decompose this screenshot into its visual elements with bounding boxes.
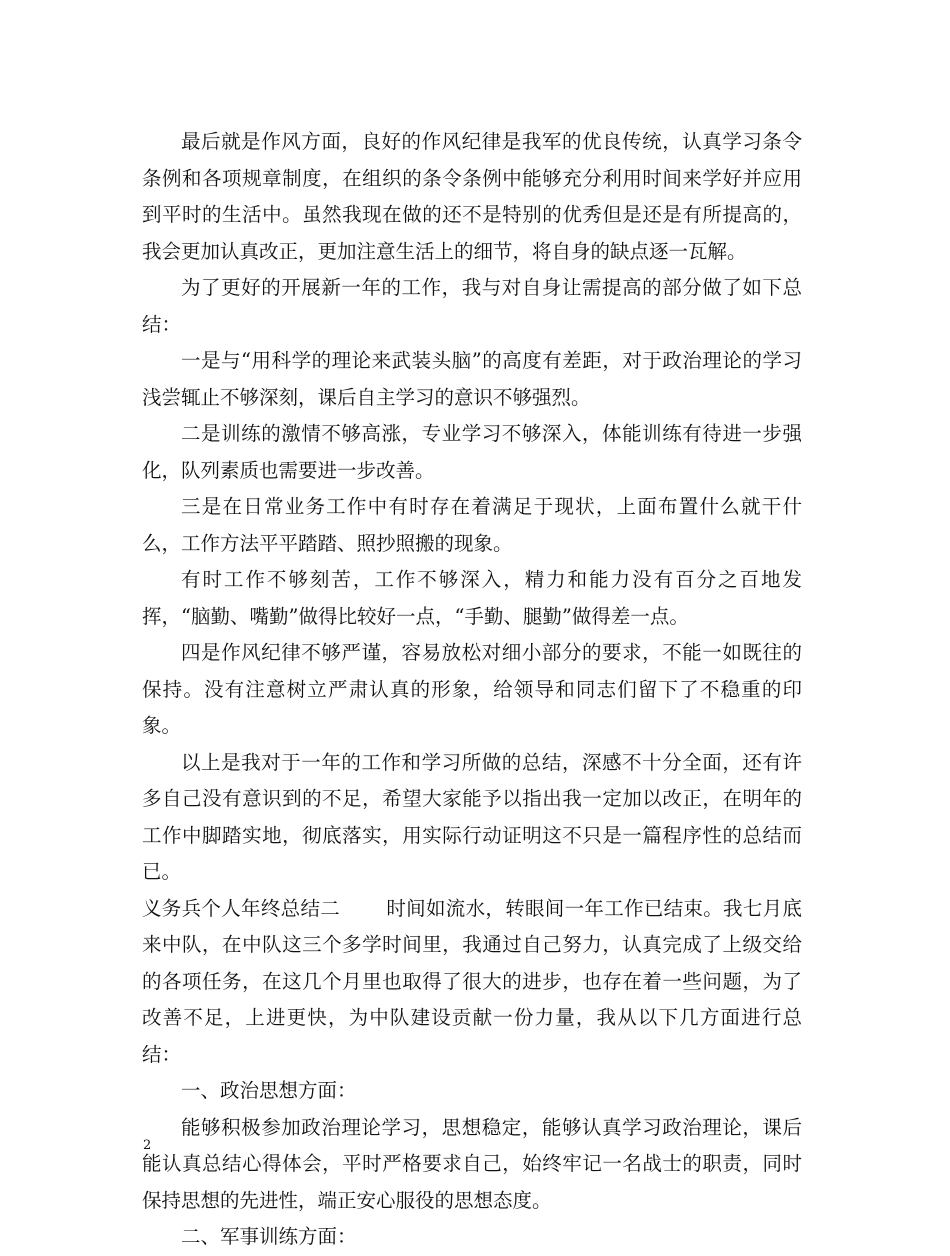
paragraph-political: 能够积极参加政治理论学习，思想稳定，能够认真学习政治理论，课后能认真总结心得体会，平时严格要求自己，始终牢记一名战士的职责，同时保持思想的先进性，端正安心服役的思想态度。 [142,1115,802,1212]
section-title: 义务兵个人年终总结二 [142,896,341,920]
paragraph-point-four: 四是作风纪律不够严谨，容易放松对细小部分的要求，不能一如既往的保持。没有注意树立严肃认真的形象，给领导和同志们留下了不稳重的印象。 [142,641,802,737]
paragraph-work-style: 最后就是作风方面，良好的作风纪律是我军的优良传统，认真学习条令条例和各项规章制度，在组织的条令条例中能够充分利用时间来学好并应用到平时的生活中。虽然我现在做的还不是特别的优秀但是还是有所提高的，我会更加认真改正，更加注意生活上的细节，将自身的缺点逐一瓦解。 [142,130,802,263]
paragraph-conclusion: 以上是我对于一年的工作和学习所做的总结，深感不十分全面，还有许多自己没有意识到的不足，希望大家能予以指出我一定加以改正，在明年的工作中脚踏实地，彻底落实，用实际行动证明这不只是一篇程序性的总结而已。 [142,750,802,883]
page-number: 2 [143,1138,152,1153]
paragraph-point-three: 三是在日常业务工作中有时存在着满足于现状，上面布置什么就干什么，工作方法平平踏踏、照抄照搬的现象。 [142,495,802,555]
heading-military-training: 二、军事训练方面： [181,1225,357,1248]
section-two-intro [142,891,802,1074]
paragraph-point-one: 一是与“用科学的理论来武装头脑”的高度有差距，对于政治理论的学习浅尝辄止不够深刻，课后自主学习的意识不够强烈。 [142,349,802,409]
section-intro-text: 时间如流水，转眼间一年工作已结束。我七月底来中队，在中队这三个多学时间里，我通过自己努力，认真完成了上级交给的各项任务，在这几个月里也取得了很大的进步，也存在着一些问题，为了改善不足，上进更快，为中队建设贡献一份力量，我从以下几方面进行总结： [142,896,802,1066]
heading-political: 一、政治思想方面： [181,1079,357,1102]
paragraph-work-effort: 有时工作不够刻苦，工作不够深入，精力和能力没有百分之百地发挥，“脑勤、嘴勤”做得比较好一点，“手勤、腿勤”做得差一点。 [142,568,802,628]
document-body [142,124,802,1256]
paragraph-point-two: 二是训练的激情不够高涨，专业学习不够深入，体能训练有待进一步强化，队列素质也需要进一步改善。 [142,422,802,482]
paragraph-summary-intro: 为了更好的开展新一年的工作，我与对自身让需提高的部分做了如下总结： [142,276,802,336]
